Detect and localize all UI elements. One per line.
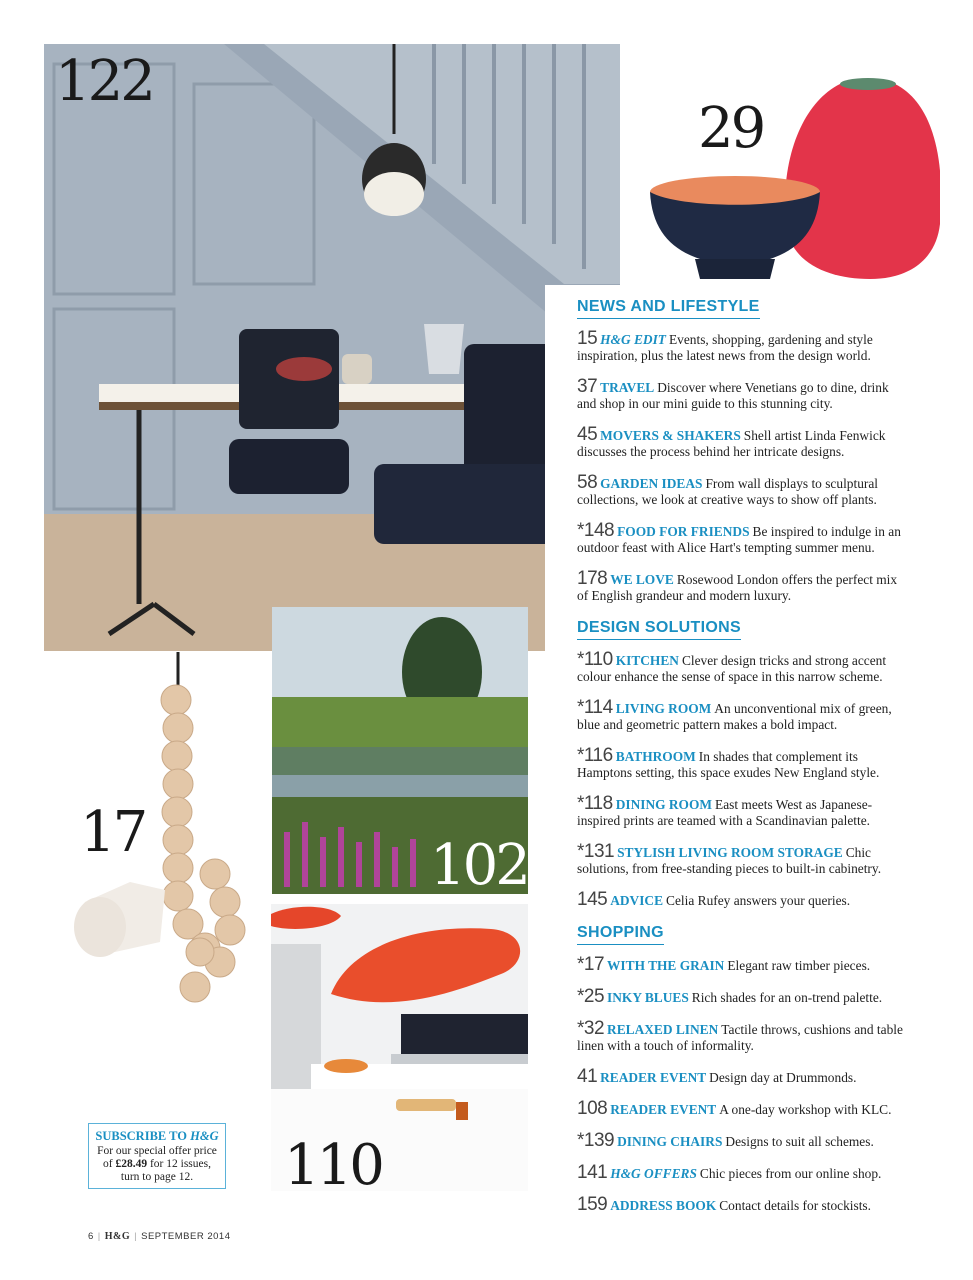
toc-entry[interactable] (577, 1162, 907, 1183)
toc-keyword-brand: H&G OFFERS (610, 1166, 697, 1181)
toc-page-number: *139 (577, 1130, 615, 1151)
toc-description: Shell artist Linda Fenwick discusses the process behind her intricate designs. (577, 428, 886, 459)
toc-keyword: TRAVEL (600, 380, 655, 395)
toc-description: Designs to suit all schemes. (725, 1134, 874, 1149)
toc-page-number: *148 (577, 520, 615, 541)
page-footer (88, 1231, 231, 1242)
toc-page-number: *110 (577, 649, 613, 670)
toc-keyword: GARDEN IDEAS (600, 476, 703, 491)
toc-keyword: KITCHEN (615, 653, 679, 668)
toc-entry[interactable] (577, 328, 907, 364)
toc-description: Rich shades for an on-trend palette. (691, 990, 883, 1005)
toc-page-number: *114 (577, 697, 613, 718)
toc-description: Clever design tricks and strong accent colour enhance the sense of space in this narrow scheme. (577, 653, 887, 684)
table-of-contents (577, 298, 907, 1229)
toc-page-number: 37 (577, 376, 598, 397)
toc-page-number: 45 (577, 424, 598, 445)
toc-keyword: DINING ROOM (615, 797, 713, 812)
toc-description: Contact details for stockists. (719, 1198, 871, 1213)
footer-issue: SEPTEMBER 2014 (141, 1231, 231, 1242)
toc-description: Celia Rufey answers your queries. (666, 893, 851, 908)
toc-description: Events, shopping, gardening and style inspiration, plus the latest news from the design world. (577, 332, 873, 363)
footer-divider: | (97, 1231, 101, 1242)
toc-keyword: WITH THE GRAIN (607, 958, 725, 973)
toc-entry[interactable] (577, 520, 907, 556)
subscribe-line1: For our special offer price (97, 1145, 217, 1157)
toc-description: Chic solutions, from free-standing pieces to built-in cabinetry. (577, 845, 882, 876)
section-heading: NEWS AND LIFESTYLE (577, 298, 760, 319)
subscribe-line2-post: for 12 issues, (149, 1158, 211, 1170)
toc-description: A one-day workshop with KLC. (719, 1102, 892, 1117)
footer-divider: | (134, 1231, 138, 1242)
subscribe-line3: turn to page 12. (120, 1171, 194, 1183)
toc-description: Discover where Venetians go to dine, drink and shop in our mini guide to this stunning city. (577, 380, 889, 411)
subscribe-price: £28.49 (115, 1158, 148, 1170)
toc-entry[interactable] (577, 424, 907, 460)
toc-page-number: *116 (577, 745, 613, 766)
toc-page-number: 108 (577, 1098, 608, 1119)
toc-description: Design day at Drummonds. (709, 1070, 857, 1085)
toc-keyword: READER EVENT (600, 1070, 707, 1085)
toc-description: Chic pieces from our online shop. (699, 1166, 882, 1181)
toc-description: East meets West as Japanese-inspired prints are teamed with a Scandinavian palette. (577, 797, 873, 828)
toc-entry[interactable] (577, 376, 907, 412)
page-number-102: 102 (430, 833, 528, 898)
toc-description: Elegant raw timber pieces. (727, 958, 871, 973)
page-number-29: 29 (698, 96, 764, 161)
toc-page-number: 159 (577, 1194, 608, 1215)
toc-keyword: BATHROOM (615, 749, 696, 764)
subscribe-title (94, 1130, 220, 1143)
toc-entry[interactable] (577, 954, 907, 975)
toc-page-number: *131 (577, 841, 615, 862)
toc-keyword: DINING CHAIRS (617, 1134, 723, 1149)
toc-entry[interactable] (577, 1194, 907, 1215)
toc-keyword: FOOD FOR FRIENDS (617, 524, 750, 539)
toc-page-number: 15 (577, 328, 598, 349)
toc-entry[interactable] (577, 841, 907, 877)
subscribe-line2 (94, 1158, 220, 1171)
toc-entry[interactable] (577, 1098, 907, 1119)
toc-keyword (610, 1166, 697, 1181)
toc-entry[interactable] (577, 793, 907, 829)
toc-entry[interactable] (577, 1018, 907, 1054)
toc-entry[interactable] (577, 697, 907, 733)
toc-entry[interactable] (577, 1066, 907, 1087)
toc-page-number: 145 (577, 889, 608, 910)
toc-keyword: MOVERS & SHAKERS (600, 428, 741, 443)
page-number-110: 110 (284, 1133, 382, 1198)
toc-page-number: 141 (577, 1162, 608, 1183)
toc-keyword (600, 332, 666, 347)
footer-page-number: 6 (88, 1231, 94, 1242)
toc-keyword: READER EVENT (610, 1102, 717, 1117)
toc-page-number: 58 (577, 472, 598, 493)
toc-keyword: RELAXED LINEN (607, 1022, 719, 1037)
toc-entry[interactable] (577, 1130, 907, 1151)
subscribe-title-prefix: SUBSCRIBE TO (95, 1129, 187, 1143)
toc-description: From wall displays to sculptural collections, we look at creative ways to show off plants. (577, 476, 879, 507)
toc-keyword: INKY BLUES (607, 990, 689, 1005)
section-heading: DESIGN SOLUTIONS (577, 619, 741, 640)
toc-keyword: STYLISH LIVING ROOM STORAGE (617, 845, 843, 860)
toc-entry[interactable] (577, 745, 907, 781)
toc-page-number: 178 (577, 568, 608, 589)
subscribe-line2-pre: of (103, 1158, 113, 1170)
toc-keyword-brand: H&G EDIT (600, 332, 666, 347)
toc-page-number: *32 (577, 1018, 605, 1039)
toc-description: An unconventional mix of green, blue and geometric pattern makes a bold impact. (577, 701, 892, 732)
toc-description: Rosewood London offers the perfect mix of English grandeur and modern luxury. (577, 572, 898, 603)
toc-page-number: *25 (577, 986, 605, 1007)
toc-page-number: 41 (577, 1066, 598, 1087)
toc-description: Tactile throws, cushions and table linen with a touch of informality. (577, 1022, 903, 1053)
page-number-17: 17 (80, 800, 146, 865)
toc-entry[interactable] (577, 472, 907, 508)
toc-keyword: ADVICE (610, 893, 664, 908)
subscribe-title-brand: H&G (190, 1129, 219, 1143)
toc-entry[interactable] (577, 649, 907, 685)
toc-description: Be inspired to indulge in an outdoor feast with Alice Hart's tempting summer menu. (577, 524, 901, 555)
toc-page-number: *118 (577, 793, 613, 814)
toc-entry[interactable] (577, 889, 907, 910)
toc-keyword: WE LOVE (610, 572, 674, 587)
section-heading: SHOPPING (577, 924, 664, 945)
toc-keyword: LIVING ROOM (615, 701, 712, 716)
toc-page-number: *17 (577, 954, 605, 975)
footer-brand: H&G (104, 1231, 131, 1242)
dining-room-photo (44, 44, 620, 651)
toc-keyword: ADDRESS BOOK (610, 1198, 717, 1213)
toc-description: In shades that complement its Hamptons setting, this space exudes New England style. (577, 749, 880, 780)
subscribe-box[interactable] (88, 1123, 226, 1189)
page-number-122: 122 (55, 49, 153, 114)
toc-entry[interactable] (577, 986, 907, 1007)
toc-entry[interactable] (577, 568, 907, 604)
bowl-vase-photo (640, 74, 940, 294)
